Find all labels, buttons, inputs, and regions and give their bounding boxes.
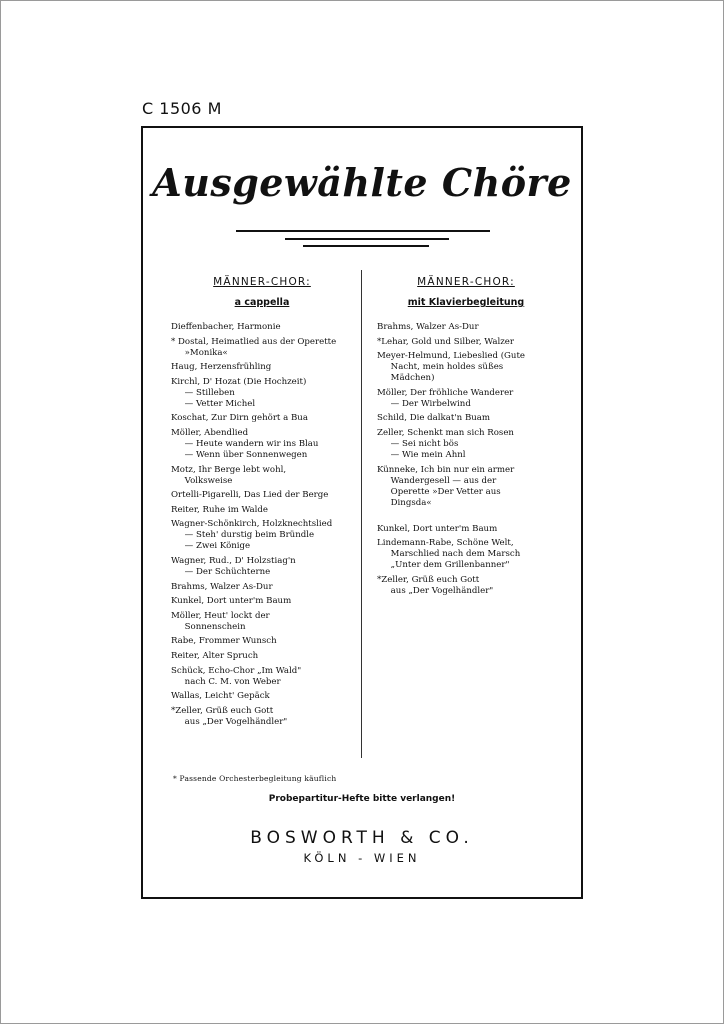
column-divider <box>361 270 362 758</box>
page-title: Ausgewählte Chöre <box>152 160 572 205</box>
footnote: * Passende Orchesterbegleitung käuflich <box>173 774 337 783</box>
list-item: Reiter, Alter Spruch <box>171 650 259 661</box>
column-a-cappella <box>171 276 353 731</box>
cover-frame <box>141 126 583 899</box>
publisher-name: BOSWORTH & CO. <box>250 828 474 848</box>
list-item: Schück, Echo-Chor „Im Wald" nach C. M. von Weber <box>171 665 302 687</box>
list-item: Brahms, Walzer As-Dur <box>377 322 479 332</box>
work-list <box>171 322 353 728</box>
list-item: Wagner, Rud., D' Holzstiag'n — Der Schüchterne <box>171 555 296 577</box>
title-rule-3 <box>303 245 429 247</box>
list-item: Lindemann-Rabe, Schöne Welt, Marschlied nach dem Marsch „Unter dem Grillenbanner" <box>377 538 521 571</box>
list-item: *Lehar, Gold und Silber, Walzer <box>377 336 514 347</box>
column-klavier <box>377 276 555 601</box>
list-item: *Zeller, Grüß euch Gott aus „Der Vogelhändler" <box>377 574 494 596</box>
list-item: Koschat, Zur Dirn gehört a Bua <box>171 413 308 424</box>
list-item: Zeller, Schenkt man sich Rosen — Sei nicht bös — Wie mein Ahnl <box>377 427 514 460</box>
column-heading: MÄNNER-CHOR: <box>417 276 515 288</box>
list-item: Meyer-Helmund, Liebeslied (Gute Nacht, mein holdes süßes Mädchen) <box>377 351 525 384</box>
score-request-note: Probepartitur-Hefte bitte verlangen! <box>268 794 456 804</box>
list-item: Brahms, Walzer As-Dur <box>171 581 273 592</box>
title-rule-1 <box>236 230 490 232</box>
list-item: Ortelli-Pigarelli, Das Lied der Berge <box>171 490 329 501</box>
list-item: Kirchl, D' Hozat (Die Hochzeit) — Stilleben — Vetter Michel <box>171 376 307 409</box>
list-item: Kunkel, Dort unter'm Baum <box>377 523 498 534</box>
publisher-city: KÖLN - WIEN <box>303 851 421 865</box>
list-item: Künneke, Ich bin nur ein armer Wandergesell — aus der Operette »Der Vetter aus Dingsda« <box>377 464 515 508</box>
column-heading: MÄNNER-CHOR: <box>213 276 311 288</box>
list-item: Kunkel, Dort unter'm Baum <box>171 596 292 607</box>
column-subheading: a cappella <box>234 297 290 308</box>
list-item: * Dostal, Heimatlied aus der Operette »Monika« <box>171 336 337 358</box>
work-list <box>377 322 555 597</box>
list-item: Möller, Heut' lockt der Sonnenschein <box>171 610 270 632</box>
column-subheading: mit Klavierbegleitung <box>407 297 525 308</box>
list-item: *Zeller, Grüß euch Gott aus „Der Vogelhändler" <box>171 705 288 727</box>
list-item <box>377 512 555 520</box>
list-item: Motz, Ihr Berge lebt wohl, Volksweise <box>171 464 287 486</box>
list-item: Rabe, Frommer Wunsch <box>171 636 277 647</box>
catalog-code: C 1506 M <box>142 99 222 118</box>
list-item: Möller, Der fröhliche Wanderer — Der Wirbelwind <box>377 387 514 409</box>
list-item: Dieffenbacher, Harmonie <box>171 322 281 332</box>
list-item: Reiter, Ruhe im Walde <box>171 504 269 515</box>
list-item: Haug, Herzensfrühling <box>171 362 272 373</box>
list-item: Wallas, Leicht' Gepäck <box>171 691 270 702</box>
title-rule-2 <box>285 238 449 240</box>
list-item: Möller, Abendlied — Heute wandern wir ins Blau — Wenn über Sonnenwegen <box>171 427 319 460</box>
list-item: Schild, Die dalkat'n Buam <box>377 413 491 424</box>
list-item: Wagner-Schönkirch, Holzknechtslied — Steh' durstig beim Bründle — Zwei Könige <box>171 519 333 552</box>
